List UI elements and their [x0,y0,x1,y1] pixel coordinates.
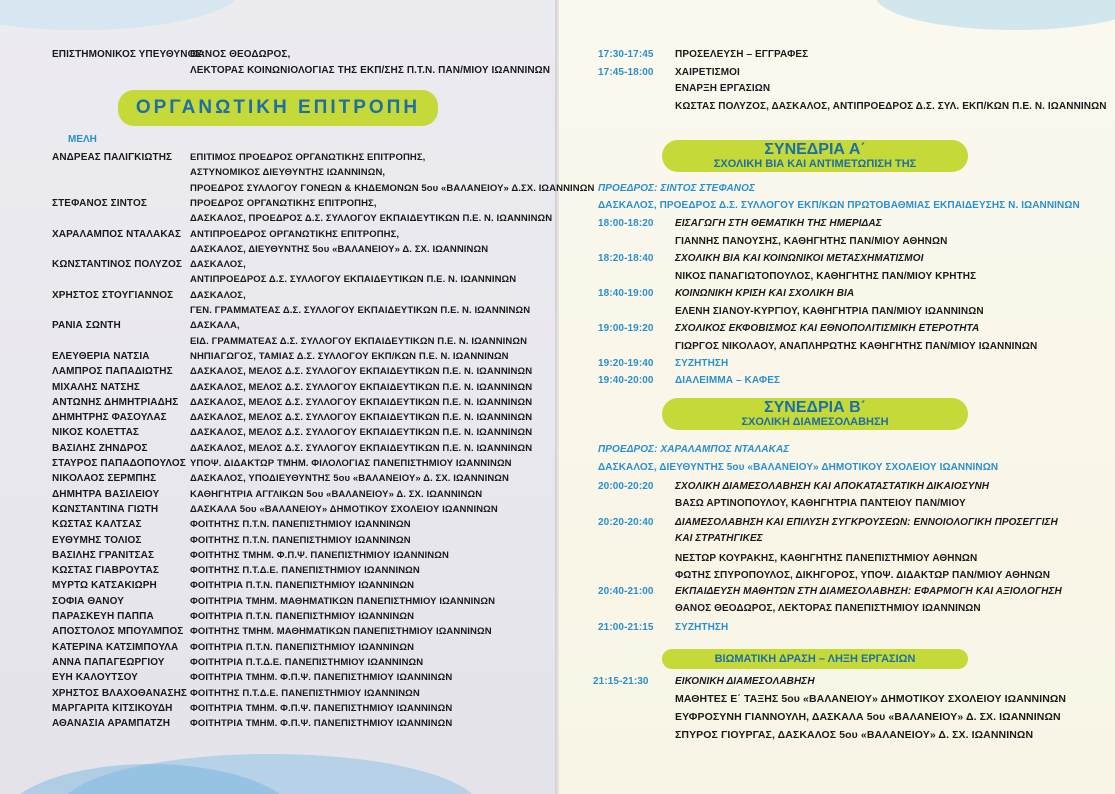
member-name: ΚΩΝΣΤΑΝΤΙΝΑ ΓΙΩΤΗ [52,503,159,515]
member-role: ΔΑΣΚΑΛΟΣ, ΜΕΛΟΣ Δ.Σ. ΣΥΛΛΟΓΟΥ ΕΚΠΑΙΔΕΥΤΙΚΩΝ Π.Ε. Ν. ΙΩΑΝΝΙΝΩΝ [190,412,533,424]
break-label: ΔΙΑΛΕΙΜΜΑ – ΚΑΦΕΣ [675,375,781,386]
member-role: ΔΑΣΚΑΛΟΣ, ΠΡΟΕΔΡΟΣ Δ.Σ. ΣΥΛΛΟΓΟΥ ΕΚΠΑΙΔΕΥΤΙΚΩΝ Π.Ε. Ν. ΙΩΑΝΝΙΝΩΝ [190,213,553,225]
speaker-name: ΣΠΥΡΟΣ ΓΙΟΥΡΓΑΣ [675,729,772,741]
talk-topic: ΕΚΠΑΙΔΕΥΣΗ ΜΑΘΗΤΩΝ ΣΤΗ ΔΙΑΜΕΣΟΛΑΒΗΣΗ: ΕΦΑΡΜΟΓΗ ΚΑΙ ΑΞΙΟΛΟΓΗΣΗ [675,586,1062,597]
member-role: ΕΠΙΤΙΜΟΣ ΠΡΟΕΔΡΟΣ ΟΡΓΑΝΩΤΙΚΗΣ ΕΠΙΤΡΟΠΗΣ, [190,152,426,163]
speaker-name: ΒΑΣΩ ΑΡΤΙΝΟΠΟΥΛΟΥ [675,498,786,509]
supervisor-name: ΘΑΝΟΣ ΘΕΟΔΩΡΟΣ, [190,49,291,60]
member-name: ΧΡΗΣΤΟΣ ΒΛΑΧΟΘΑΝΑΣΗΣ [52,687,188,699]
time-slot: 17:30-17:45 [598,49,654,60]
page-fold [555,0,559,794]
member-role: ΔΑΣΚΑΛΟΣ, ΜΕΛΟΣ Δ.Σ. ΣΥΛΛΟΓΟΥ ΕΚΠΑΙΔΕΥΤΙΚΩΝ Π.Ε. Ν. ΙΩΑΝΝΙΝΩΝ [190,381,533,393]
speaker-name: ΦΩΤΗΣ ΣΠΥΡΟΠΟΥΛΟΣ [675,570,791,581]
member-role: ΦΟΙΤΗΤΗΣ ΤΜΗΜ. Φ.Π.Ψ. ΠΑΝΕΠΙΣΤΗΜΙΟΥ ΙΩΑΝΝΙΝΩΝ [190,549,449,561]
member-name: ΕΛΕΥΘΕΡΙΑ ΝΑΤΣΙΑ [52,350,150,362]
speaker-role: , ΔΑΣΚΑΛΑ 5ου «ΒΑΛΑΝΕΙΟΥ» Δ. ΣΧ. ΙΩΑΝΝΙΝΩΝ [806,711,1061,723]
speaker-name: ΝΕΣΤΩΡ ΚΟΥΡΑΚΗΣ [675,553,775,564]
talk-speaker [675,570,1050,582]
member-role: ΔΑΣΚΑΛΟΣ, ΜΕΛΟΣ Δ.Σ. ΣΥΛΛΟΓΟΥ ΕΚΠΑΙΔΕΥΤΙΚΩΝ Π.Ε. Ν. ΙΩΑΝΝΙΝΩΝ [190,396,533,408]
session-a-title: ΣΥΝΕΔΡΙΑ Α΄ [764,141,866,158]
talk-topic: ΕΙΣΑΓΩΓΗ ΣΤΗ ΘΕΜΑΤΙΚΗ ΤΗΣ ΗΜΕΡΙΔΑΣ [675,218,882,229]
member-role: ΦΟΙΤΗΤΡΙΑ ΤΜΗΜ. Φ.Π.Ψ. ΠΑΝΕΠΙΣΤΗΜΙΟΥ ΙΩΑΝΝΙΝΩΝ [190,718,453,730]
session-b-chair: ΠΡΟΕΔΡΟΣ: ΧΑΡΑΛΑΜΠΟΣ ΝΤΑΛΑΚΑΣ [598,444,790,455]
time-slot: 19:40-20:00 [598,375,654,386]
committee-header [118,90,438,126]
right-page [557,0,1115,794]
member-role: ΔΑΣΚΑΛΑ, [190,320,240,332]
speaker-name: ΘΑΝΟΣ ΘΕΟΔΩΡΟΣ [675,603,773,614]
time-slot: 20:20-20:40 [598,517,654,528]
speaker-name: ΓΙΑΝΝΗΣ ΠΑΝΟΥΣΗΣ [675,236,779,247]
member-name: ΒΑΣΙΛΗΣ ΓΡΑΝΙΤΣΑΣ [52,549,155,561]
session-b-subtitle: ΣΧΟΛΙΚΗ ΔΙΑΜΕΣΟΛΑΒΗΣΗ [741,416,889,428]
member-name: ΑΘΑΝΑΣΙΑ ΑΡΑΜΠΑΤΖΗ [52,718,171,730]
member-role: ΦΟΙΤΗΤΗΣ Π.Τ.Δ.Ε. ΠΑΝΕΠΙΣΤΗΜΙΟΥ ΙΩΑΝΝΙΝΩΝ [190,565,420,577]
member-role: ΠΡΟΕΔΡΟΣ ΣΥΛΛΟΓΟΥ ΓΟΝΕΩΝ & ΚΗΔΕΜΟΝΩΝ 5ου «ΒΑΛΑΝΕΙΟΥ» Δ.ΣΧ. ΙΩΑΝΝΙΝΩΝ [190,182,595,194]
speaker-role: , ΚΑΘΗΓΗΤΗΣ ΠΑΝ/ΜΙΟΥ ΚΡΗΤΗΣ [810,271,977,282]
time-slot: 18:40-19:00 [598,288,654,299]
action-header [662,649,968,669]
session-a-subtitle: ΣΧΟΛΙΚΗ ΒΙΑ ΚΑΙ ΑΝΤΙΜΕΤΩΠΙΣΗ ΤΗΣ [713,158,917,170]
member-role: ΕΙΔ. ΓΡΑΜΜΑΤΕΑΣ Δ.Σ. ΣΥΛΛΟΓΟΥ ΕΚΠΑΙΔΕΥΤΙΚΩΝ Π.Ε. Ν. ΙΩΑΝΝΙΝΩΝ [190,335,528,347]
talk-speaker [675,341,1037,353]
member-role: ΦΟΙΤΗΤΡΙΑ ΤΜΗΜ. Φ.Π.Ψ. ΠΑΝΕΠΙΣΤΗΜΙΟΥ ΙΩΑΝΝΙΝΩΝ [190,672,453,684]
member-name: ΝΙΚΟΣ ΚΟΛΕΤΤΑΣ [52,427,140,439]
speaker-role: , ΚΑΘΗΓΗΤΡΙΑ ΠΑΝ/ΜΙΟΥ ΙΩΑΝΝΙΝΩΝ [796,306,984,317]
member-role: ΦΟΙΤΗΤΗΣ Π.Τ.Δ.Ε. ΠΑΝΕΠΙΣΤΗΜΙΟΥ ΙΩΑΝΝΙΝΩΝ [190,687,420,699]
time-slot: 18:20-18:40 [598,253,654,264]
member-role: ΔΑΣΚΑΛΟΣ, ΥΠΟΔΙΕΥΘΥΝΤΗΣ 5ου «ΒΑΛΑΝΕΙΟΥ» Δ. ΣΧ. ΙΩΑΝΝΙΝΩΝ [190,473,509,485]
time-slot: 19:20-19:40 [598,358,654,369]
action-line [675,729,1033,741]
member-name: ΑΝΝΑ ΠΑΠΑΓΕΩΡΓΙΟΥ [52,656,165,668]
member-role: ΦΟΙΤΗΤΡΙΑ ΤΜΗΜ. Φ.Π.Ψ. ΠΑΝΕΠΙΣΤΗΜΙΟΥ ΙΩΑΝΝΙΝΩΝ [190,702,453,714]
speaker-role: , ΔΑΣΚΑΛΟΣ, ΑΝΤΙΠΡΟΕΔΡΟΣ Δ.Σ. ΣΥΛ. ΕΚΠ/ΚΩΝ Π.Ε. Ν. ΙΩΑΝΝΙΝΩΝ [766,101,1107,112]
action-line: ΜΑΘΗΤΕΣ Ε΄ ΤΑΞΗΣ 5ου «ΒΑΛΑΝΕΙΟΥ» ΔΗΜΟΤΙΚΟΥ ΣΧΟΛΕΙΟΥ ΙΩΑΝΝΙΝΩΝ [675,693,1067,705]
member-name: ΣΟΦΙΑ ΘΑΝΟΥ [52,595,124,607]
session-b-title: ΣΥΝΕΔΡΙΑ Β΄ [764,399,866,416]
time-slot: 21:00-21:15 [598,622,654,633]
talk-speaker [675,498,966,510]
member-role: ΦΟΙΤΗΤΡΙΑ Π.Τ.Δ.Ε. ΠΑΝΕΠΙΣΤΗΜΙΟΥ ΙΩΑΝΝΙΝΩΝ [190,656,424,668]
speaker-role: , ΑΝΑΠΛΗΡΩΤΗΣ ΚΑΘΗΓΗΤΗΣ ΠΑΝ/ΜΙΟΥ ΙΩΑΝΝΙΝΩΝ [773,341,1038,352]
speaker-name: ΕΛΕΝΗ ΣΙΑΝΟΥ-ΚΥΡΓΙΟΥ [675,306,797,317]
action-topic: ΕΙΚΟΝΙΚΗ ΔΙΑΜΕΣΟΛΑΒΗΣΗ [675,676,815,687]
member-name: ΧΡΗΣΤΟΣ ΣΤΟΥΓΙΑΝΝΟΣ [52,289,174,301]
member-role: ΦΟΙΤΗΤΡΙΑ Π.Τ.Ν. ΠΑΝΕΠΙΣΤΗΜΙΟΥ ΙΩΑΝΝΙΝΩΝ [190,580,415,592]
member-name: ΔΗΜΗΤΡΑ ΒΑΣΙΛΕΙΟΥ [52,488,160,500]
talk-topic: ΣΧΟΛΙΚΗ ΔΙΑΜΕΣΟΛΑΒΗΣΗ ΚΑΙ ΑΠΟΚΑΤΑΣΤΑΤΙΚΗ ΔΙΚΑΙΟΣΥΝΗ [675,481,990,492]
member-role: ΝΗΠΙΑΓΩΓΟΣ, ΤΑΜΙΑΣ Δ.Σ. ΣΥΛΛΟΓΟΥ ΕΚΠ/ΚΩΝ Π.Ε. Ν. ΙΩΑΝΝΙΝΩΝ [190,350,509,362]
speaker-role: , ΚΑΘΗΓΗΤΗΣ ΠΑΝΕΠΙΣΤΗΜΙΟΥ ΑΘΗΝΩΝ [774,553,978,564]
action-line [675,711,1061,723]
talk-topic: ΣΧΟΛΙΚΗ ΒΙΑ ΚΑΙ ΚΟΙΝΩΝΙΚΟΙ ΜΕΤΑΣΧΗΜΑΤΙΣΜΟΙ [675,253,924,264]
time-slot: 20:00-20:20 [598,481,654,492]
session-b-header [662,398,968,430]
talk-topic-continued: ΚΑΙ ΣΤΡΑΤΗΓΙΚΕΣ [675,533,763,544]
member-name: ΑΠΟΣΤΟΛΟΣ ΜΠΟΥΛΜΠΟΣ [52,626,184,638]
session-a-chair-role: ΔΑΣΚΑΛΟΣ, ΠΡΟΕΔΡΟΣ Δ.Σ. ΣΥΛΛΟΓΟΥ ΕΚΠ/ΚΩΝ ΠΡΩΤΟΒΑΘΜΙΑΣ ΕΚΠΑΙΔΕΥΣΗΣ Ν. ΙΩΑΝΝΙΝΩΝ [598,200,1080,211]
supervisor-role: ΛΕΚΤΟΡΑΣ ΚΟΙΝΩΝΙΟΛΟΓΙΑΣ ΤΗΣ ΕΚΠ/ΣΗΣ Π.Τ.Ν. ΠΑΝ/ΜΙΟΥ ΙΩΑΝΝΙΝΩΝ [190,65,551,76]
member-role: ΔΑΣΚΑΛΟΣ, ΜΕΛΟΣ Δ.Σ. ΣΥΛΛΟΓΟΥ ΕΚΠΑΙΔΕΥΤΙΚΩΝ Π.Ε. Ν. ΙΩΑΝΝΙΝΩΝ [190,427,533,439]
member-role: ΔΑΣΚΑΛΟΣ, ΜΕΛΟΣ Δ.Σ. ΣΥΛΛΟΓΟΥ ΕΚΠΑΙΔΕΥΤΙΚΩΝ Π.Ε. Ν. ΙΩΑΝΝΙΝΩΝ [190,442,533,454]
talk-speaker [675,603,981,615]
program-item: ΠΡΟΣΕΛΕΥΣΗ – ΕΓΓΡΑΦΕΣ [675,49,809,60]
member-role: ΔΑΣΚΑΛΟΣ, ΜΕΛΟΣ Δ.Σ. ΣΥΛΛΟΓΟΥ ΕΚΠΑΙΔΕΥΤΙΚΩΝ Π.Ε. Ν. ΙΩΑΝΝΙΝΩΝ [190,366,533,378]
member-role: ΦΟΙΤΗΤΡΙΑ Π.Τ.Ν. ΠΑΝΕΠΙΣΤΗΜΙΟΥ ΙΩΑΝΝΙΝΩΝ [190,611,415,622]
time-slot: 20:40-21:00 [598,586,654,597]
supervisor-label: ΕΠΙΣΤΗΜΟΝΙΚΟΣ ΥΠΕΥΘΥΝΟΣ: [52,49,206,60]
decorative-swoosh [0,0,240,30]
member-role: ΑΝΤΙΠΡΟΕΔΡΟΣ ΟΡΓΑΝΩΤΙΚΗΣ ΕΠΙΤΡΟΠΗΣ, [190,228,400,240]
member-role: ΓΕΝ. ΓΡΑΜΜΑΤΕΑΣ Δ.Σ. ΣΥΛΛΟΓΟΥ ΕΚΠΑΙΔΕΥΤΙΚΩΝ Π.Ε. Ν. ΙΩΑΝΝΙΝΩΝ [190,305,531,316]
member-name: ΜΙΧΑΛΗΣ ΝΑΤΣΗΣ [52,381,141,393]
member-role: ΔΑΣΚΑΛΟΣ, ΔΙΕΥΘΥΝΤΗΣ 5ου «ΒΑΛΑΝΕΙΟΥ» Δ. ΣΧ. ΙΩΑΝΝΙΝΩΝ [190,243,489,255]
speaker-name: ΝΙΚΟΣ ΠΑΝΑΓΙΩΤΟΠΟΥΛΟΣ [675,271,811,282]
member-name: ΝΙΚΟΛΑΟΣ ΣΕΡΜΠΗΣ [52,473,157,485]
time-slot: 21:15-21:30 [593,676,649,687]
member-name: ΜΑΡΓΑΡΙΤΑ ΚΙΤΣΙΚΟΥΔΗ [52,702,173,714]
member-name: ΚΩΝΣΤΑΝΤΙΝΟΣ ΠΟΛΥΖΟΣ [52,259,182,271]
talk-speaker [675,236,947,248]
discussion-label: ΣΥΖΗΤΗΣΗ [675,358,729,369]
session-a-header [662,140,968,172]
opening-speaker [675,101,1107,113]
session-b-chair-role: ΔΑΣΚΑΛΟΣ, ΔΙΕΥΘΥΝΤΗΣ 5ου «ΒΑΛΑΝΕΙΟΥ» ΔΗΜΟΤΙΚΟΥ ΣΧΟΛΕΙΟΥ ΙΩΑΝΝΙΝΩΝ [598,462,999,473]
session-a-chair: ΠΡΟΕΔΡΟΣ: ΣΙΝΤΟΣ ΣΤΕΦΑΝΟΣ [598,183,756,194]
speaker-role: , ΚΑΘΗΓΗΤΗΣ ΠΑΝ/ΜΙΟΥ ΑΘΗΝΩΝ [778,236,948,247]
member-name: ΑΝΤΩΝΗΣ ΔΗΜΗΤΡΙΑΔΗΣ [52,396,179,408]
member-role: ΦΟΙΤΗΤΗΣ Π.Τ.Ν. ΠΑΝΕΠΙΣΤΗΜΙΟΥ ΙΩΑΝΝΙΝΩΝ [190,534,411,546]
member-role: ΔΑΣΚΑΛΑ 5ου «ΒΑΛΑΝΕΙΟΥ» ΔΗΜΟΤΙΚΟΥ ΣΧΟΛΕΙΟΥ ΙΩΑΝΝΙΝΩΝ [190,503,498,515]
member-role: ΦΟΙΤΗΤΗΣ Π.Τ.Ν. ΠΑΝΕΠΙΣΤΗΜΙΟΥ ΙΩΑΝΝΙΝΩΝ [190,519,411,531]
member-name: ΚΩΣΤΑΣ ΓΙΑΒΡΟΥΤΑΣ [52,565,159,577]
member-name: ΡΑΝΙΑ ΣΩΝΤΗ [52,320,121,332]
member-name: ΔΗΜΗΤΡΗΣ ΦΑΣΟΥΛΑΣ [52,412,167,424]
member-name: ΜΥΡΤΩ ΚΑΤΣΑΚΙΩΡΗ [52,580,157,592]
member-name: ΠΑΡΑΣΚΕΥΗ ΠΑΠΠΑ [52,611,154,622]
member-role: ΑΝΤΙΠΡΟΕΔΡΟΣ Δ.Σ. ΣΥΛΛΟΓΟΥ ΕΚΠΑΙΔΕΥΤΙΚΩΝ Π.Ε. Ν. ΙΩΑΝΝΙΝΩΝ [190,274,517,286]
action-title: ΒΙΩΜΑΤΙΚΗ ΔΡΑΣΗ – ΛΗΞΗ ΕΡΓΑΣΙΩΝ [714,653,916,665]
member-name: ΣΤΑΥΡΟΣ ΠΑΠΑΔΟΠΟΥΛΟΣ [52,458,186,469]
member-name: ΚΩΣΤΑΣ ΚΑΛΤΣΑΣ [52,519,142,531]
discussion-label: ΣΥΖΗΤΗΣΗ [675,622,729,633]
time-slot: 18:00-18:20 [598,218,654,229]
member-name: ΕΥΗ ΚΑΛΟΥΤΣΟΥ [52,672,138,684]
member-name: ΒΑΣΙΛΗΣ ΖΗΝΔΡΟΣ [52,442,148,454]
speaker-name: ΓΙΩΡΓΟΣ ΝΙΚΟΛΑΟΥ [675,341,774,352]
member-role: ΦΟΙΤΗΤΗΣ ΤΜΗΜ. ΜΑΘΗΜΑΤΙΚΩΝ ΠΑΝΕΠΙΣΤΗΜΙΟΥ ΙΩΑΝΝΙΝΩΝ [190,626,492,638]
speaker-role: , ΛΕΚΤΟΡΑΣ ΠΑΝΕΠΙΣΤΗΜΙΟΥ ΙΩΑΝΝΙΝΩΝ [772,603,981,614]
speaker-role: , ΔΑΣΚΑΛΟΣ 5ου «ΒΑΛΑΝΕΙΟΥ» Δ. ΣΧ. ΙΩΑΝΝΙΝΩΝ [771,729,1034,741]
time-slot: 17:45-18:00 [598,67,654,78]
member-role: ΦΟΙΤΗΤΡΙΑ Π.Τ.Ν. ΠΑΝΕΠΙΣΤΗΜΙΟΥ ΙΩΑΝΝΙΝΩΝ [190,641,415,653]
decorative-swoosh [875,0,1115,30]
talk-speaker [675,306,984,318]
speaker-name: ΚΩΣΤΑΣ ΠΟΛΥΖΟΣ [675,101,767,112]
program-item: ΧΑΙΡΕΤΙΣΜΟΙ [675,67,740,78]
talk-topic: ΔΙΑΜΕΣΟΛΑΒΗΣΗ ΚΑΙ ΕΠΙΛΥΣΗ ΣΥΓΚΡΟΥΣΕΩΝ: ΕΝΝΟΙΟΛΟΓΙΚΗ ΠΡΟΣΕΓΓΙΣΗ [675,517,1058,528]
member-role: ΥΠΟΨ. ΔΙΔΑΚΤΩΡ ΤΜΗΜ. ΦΙΛΟΛΟΓΙΑΣ ΠΑΝΕΠΙΣΤΗΜΙΟΥ ΙΩΑΝΝΙΝΩΝ [190,458,512,469]
member-name: ΚΑΤΕΡΙΝΑ ΚΑΤΣΙΜΠΟΥΛΑ [52,641,179,653]
member-name: ΣΤΕΦΑΝΟΣ ΣΙΝΤΟΣ [52,197,147,209]
talk-topic: ΣΧΟΛΙΚΟΣ ΕΚΦΟΒΙΣΜΟΣ ΚΑΙ ΕΘΝΟΠΟΛΙΤΙΣΜΙΚΗ ΕΤΕΡΟΤΗΤΑ [675,323,980,334]
speaker-name: ΕΥΦΡΟΣΥΝΗ ΓΙΑΝΝΟΥΛΗ [675,711,807,723]
member-role: ΔΑΣΚΑΛΟΣ, [190,259,246,271]
program-item: ΕΝΑΡΞΗ ΕΡΓΑΣΙΩΝ [675,83,771,94]
member-name: ΕΥΘΥΜΗΣ ΤΟΛΙΟΣ [52,534,142,546]
member-role: ΚΑΘΗΓΗΤΡΙΑ ΑΓΓΛΙΚΩΝ 5ου «ΒΑΛΑΝΕΙΟΥ» Δ. ΣΧ. ΙΩΑΝΝΙΝΩΝ [190,488,483,500]
speaker-role: , ΚΑΘΗΓΗΤΡΙΑ ΠΑΝΤΕΙΟΥ ΠΑΝ/ΜΙΟΥ [785,498,966,509]
members-label: ΜΕΛΗ [68,134,97,145]
member-name: ΑΝΔΡΕΑΣ ΠΑΛΙΓΚΙΩΤΗΣ [52,152,173,163]
member-name: ΧΑΡΑΛΑΜΠΟΣ ΝΤΑΛΑΚΑΣ [52,228,182,240]
time-slot: 19:00-19:20 [598,323,654,334]
talk-topic: ΚΟΙΝΩΝΙΚΗ ΚΡΙΣΗ ΚΑΙ ΣΧΟΛΙΚΗ ΒΙΑ [675,288,855,299]
talk-speaker [675,271,976,283]
talk-speaker [675,553,977,565]
member-role: ΦΟΙΤΗΤΡΙΑ ΤΜΗΜ. ΜΑΘΗΜΑΤΙΚΩΝ ΠΑΝΕΠΙΣΤΗΜΙΟΥ ΙΩΑΝΝΙΝΩΝ [190,595,496,607]
member-role: ΔΑΣΚΑΛΟΣ, [190,289,246,301]
committee-title: ΟΡΓΑΝΩΤΙΚΗ ΕΠΙΤΡΟΠΗ [135,97,421,118]
member-name: ΛΑΜΠΡΟΣ ΠΑΠΑΔΙΩΤΗΣ [52,366,173,378]
member-role: ΠΡΟΕΔΡΟΣ ΟΡΓΑΝΩΤΙΚΗΣ ΕΠΙΤΡΟΠΗΣ, [190,197,377,209]
member-role: ΑΣΤΥΝΟΜΙΚΟΣ ΔΙΕΥΘΥΝΤΗΣ ΙΩΑΝΝΙΝΩΝ, [190,167,386,179]
speaker-role: , ΔΙΚΗΓΟΡΟΣ, ΥΠΟΨ. ΔΙΔΑΚΤΩΡ ΠΑΝ/ΜΙΟΥ ΑΘΗΝΩΝ [790,570,1051,581]
